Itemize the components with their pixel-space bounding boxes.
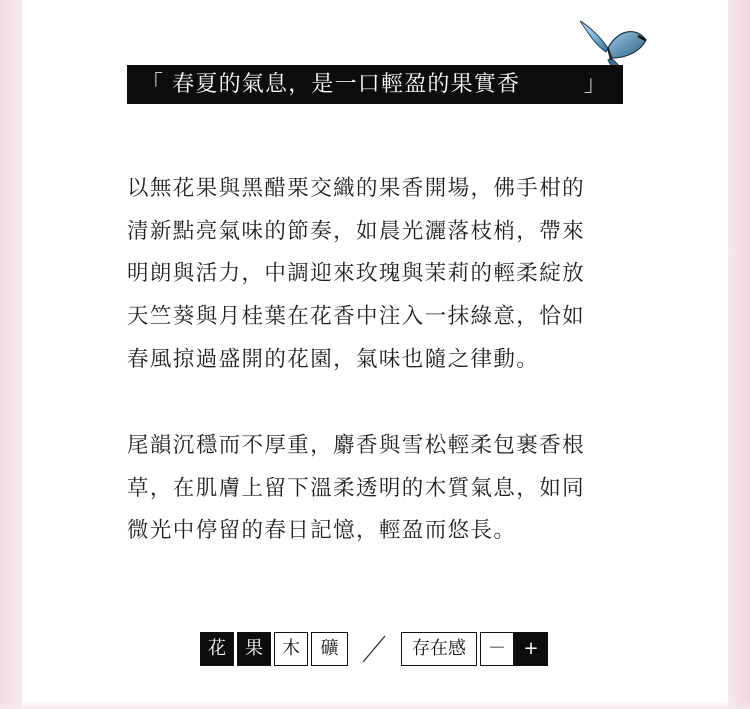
description-paragraph-1 [127,168,627,382]
title-banner [127,65,623,104]
tag-floral: 花 [200,632,234,666]
description-paragraph-2 [127,425,627,553]
title-close-quote: 」 [583,72,607,97]
tag-fruity: 果 [237,632,271,666]
tag-mineral: 礦 [311,632,348,666]
title-text: 春夏的氣息，是一口輕盈的果實香 [172,72,521,97]
bottom-fade [0,701,750,709]
presence-plus: + [514,632,548,666]
divider-slash [359,632,389,666]
paragraph-line: 草，在肌膚上留下溫柔透明的木質氣息，如同 [127,475,586,501]
paragraph-line: 尾韻沉穩而不厚重，麝香與雪松輕柔包裹香根 [127,433,586,458]
paragraph-line: 清新點亮氣味的節奏，如晨光灑落枝梢，帶來 [127,218,586,244]
paragraph-line: 春風掠過盛開的花園，氣味也隨之律動。 [127,346,540,372]
title-open-quote: 「 [141,72,165,97]
presence-minus: － [480,632,514,666]
paragraph-line: 明朗與活力，中調迎來玫瑰與茉莉的輕柔綻放 [127,261,586,287]
paragraph-line: 微光中停留的春日記憶，輕盈而悠長。 [127,518,517,544]
presence-label: 存在感 [401,632,477,666]
paragraph-line: 天竺葵與月桂葉在花香中注入一抹綠意，恰如 [127,304,586,330]
tag-woody: 木 [274,632,308,666]
paragraph-line: 以無花果與黑醋栗交織的果香開場，佛手柑的 [127,176,586,201]
